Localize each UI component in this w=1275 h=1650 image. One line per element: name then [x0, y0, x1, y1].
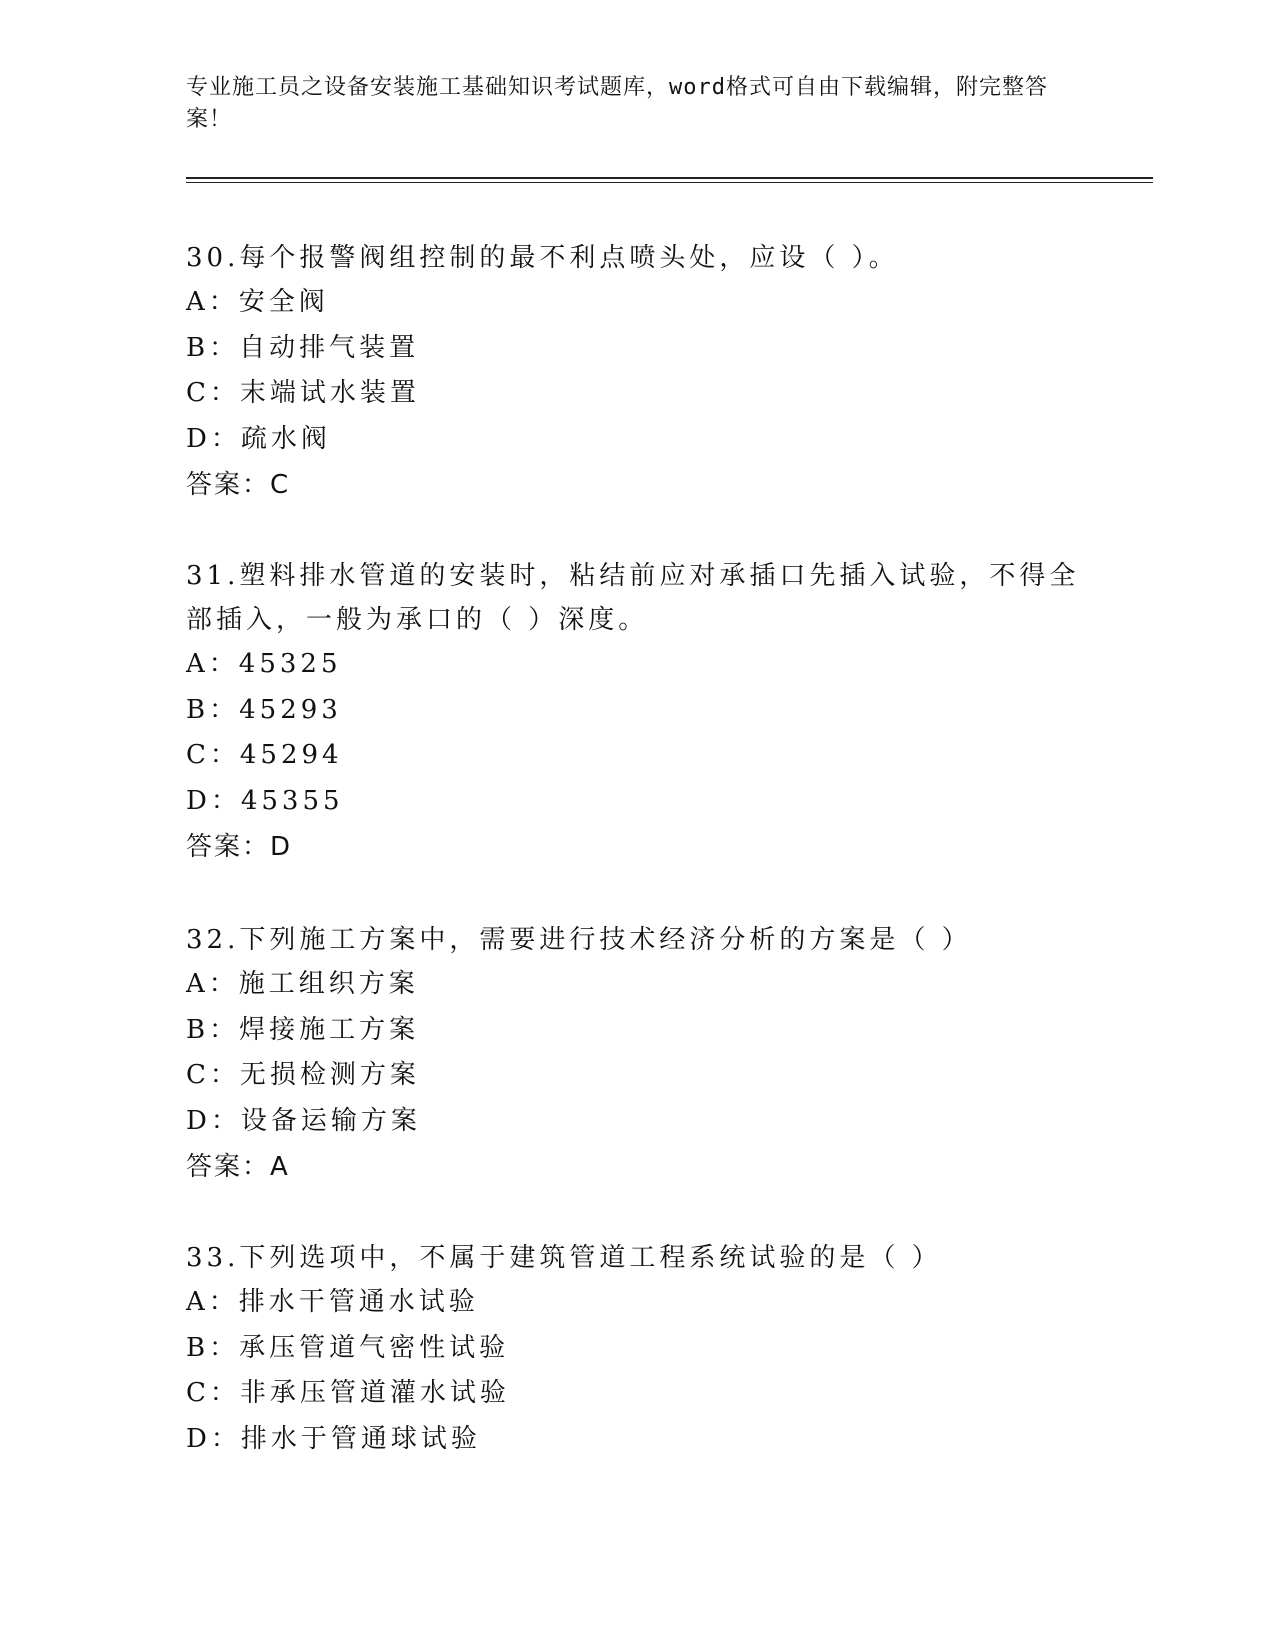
option-c: C：非承压管道灌水试验 [186, 1378, 510, 1408]
answer-line: 答案：A [186, 1152, 290, 1182]
question-stem: 32.下列施工方案中，需要进行技术经济分析的方案是（ ） [186, 925, 972, 955]
question-stem: 31.塑料排水管道的安装时，粘结前应对承插口先插入试验，不得全部插入，一般为承口的（ ）深度。 [186, 561, 1080, 635]
question-33 [186, 1236, 1086, 1462]
header-rule-bottom [186, 182, 1153, 183]
option-d: D：设备运输方案 [186, 1105, 421, 1136]
option-a: A：排水干管通水试验 [186, 1287, 479, 1317]
option-c: C：45294 [186, 740, 343, 770]
option-d: D：疏水阀 [186, 423, 331, 454]
document-header: 专业施工员之设备安装施工基础知识考试题库，word格式可自由下载编辑，附完整答案！ [186, 75, 1048, 132]
answer-line: 答案：C [186, 470, 291, 500]
question-31 [186, 554, 1086, 870]
question-30 [186, 236, 1086, 508]
answer-line: 答案：D [186, 832, 293, 862]
question-stem: 33.下列选项中，不属于建筑管道工程系统试验的是（ ） [186, 1243, 942, 1273]
question-32 [186, 918, 1086, 1190]
header-rule-top [186, 177, 1153, 179]
option-b: B：焊接施工方案 [186, 1014, 420, 1045]
option-d: D：45355 [186, 785, 344, 816]
option-c: C：无损检测方案 [186, 1060, 420, 1090]
option-b: B：自动排气装置 [186, 332, 420, 363]
option-a: A：45325 [186, 649, 342, 679]
option-b: B：承压管道气密性试验 [186, 1332, 510, 1363]
option-a: A：施工组织方案 [186, 969, 419, 999]
question-stem: 30.每个报警阀组控制的最不利点喷头处，应设（ ）。 [186, 243, 899, 273]
option-a: A：安全阀 [186, 287, 329, 317]
option-d: D：排水于管通球试验 [186, 1423, 481, 1454]
option-b: B：45293 [186, 694, 342, 725]
option-c: C：末端试水装置 [186, 378, 420, 408]
